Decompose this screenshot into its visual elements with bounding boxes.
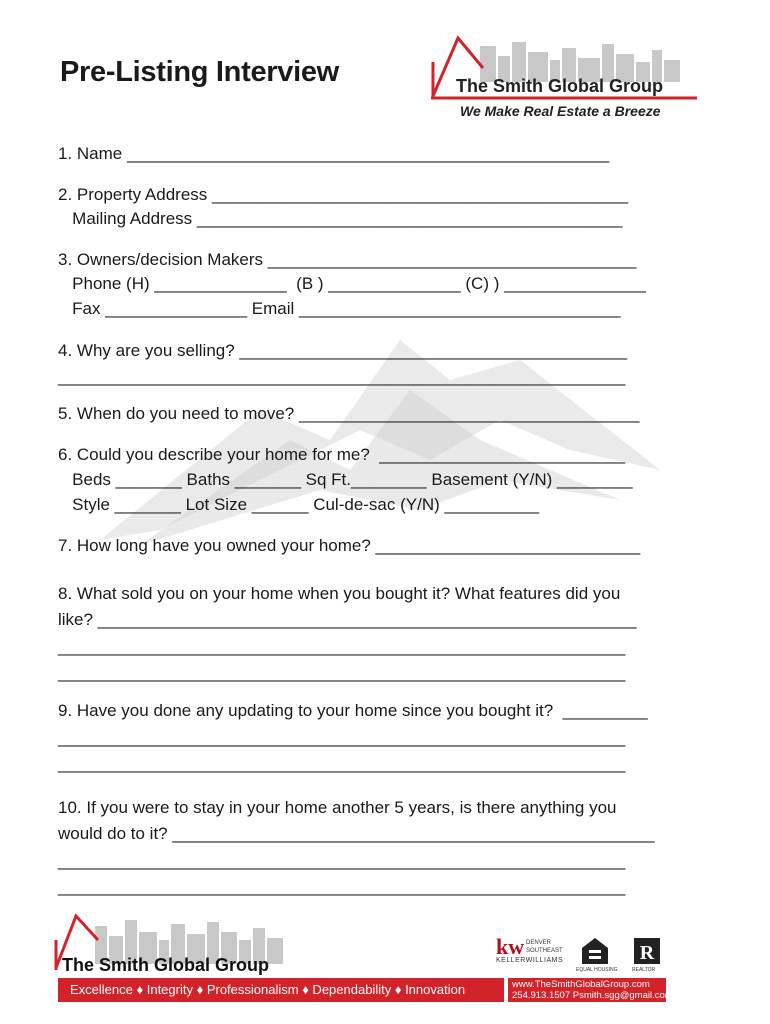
- answer-line[interactable]: ____________________________________________________________: [58, 367, 626, 386]
- question-8: 8. What sold you on your home when you bought it? What features did you: [58, 584, 621, 603]
- style-lot-field[interactable]: Style _______ Lot Size ______ Cul-de-sac (Y/N) __________: [58, 495, 540, 514]
- fax-email-field[interactable]: Fax _______________ Email __________________________________: [58, 299, 621, 318]
- owners-field[interactable]: 3. Owners/decision Makers _______________________________________: [58, 250, 637, 269]
- name-field[interactable]: 1. Name ___________________________________________________: [58, 144, 610, 163]
- footer-values: Excellence ♦ Integrity ♦ Professionalism ♦ Dependability ♦ Innovation: [70, 982, 466, 997]
- realtor-label: REALTOR: [632, 967, 656, 973]
- stay-changes-field[interactable]: would do to it? ___________________________________________________: [58, 824, 655, 843]
- contact-info[interactable]: 254.913.1507 Psmith.sgg@gmail.com: [512, 990, 673, 1001]
- answer-line[interactable]: ____________________________________________________________: [58, 637, 626, 656]
- why-selling-field[interactable]: 4. Why are you selling? _________________________________________: [58, 341, 628, 360]
- kw-logo-mark: kw: [496, 934, 525, 959]
- kw-brand-name: KELLERWILLIAMS: [496, 957, 564, 964]
- svg-text:R: R: [639, 942, 655, 964]
- property-address-field[interactable]: 2. Property Address ____________________________________________: [58, 185, 629, 204]
- mailing-address-field[interactable]: Mailing Address _____________________________________________: [58, 209, 623, 228]
- page-title: Pre-Listing Interview: [60, 56, 339, 88]
- move-date-field[interactable]: 5. When do you need to move? ____________________________________: [58, 404, 640, 423]
- updating-field[interactable]: 9. Have you done any updating to your home since you bought it? _________: [58, 701, 648, 720]
- describe-home-field[interactable]: 6. Could you describe your home for me? __________________________: [58, 445, 626, 464]
- answer-line[interactable]: ____________________________________________________________: [58, 851, 626, 870]
- kw-office-line-1: DENVER: [526, 940, 552, 946]
- equal-housing-label: EQUAL HOUSING: [576, 967, 618, 973]
- owned-duration-field[interactable]: 7. How long have you owned your home? ____________________________: [58, 536, 641, 555]
- footer-company-name: The Smith Global Group: [62, 955, 269, 975]
- kw-office-line-2: SOUTHEAST: [526, 948, 563, 954]
- beds-baths-field[interactable]: Beds _______ Baths _______ Sq Ft.________ Basement (Y/N) ________: [58, 470, 633, 489]
- website-link[interactable]: www.TheSmithGlobalGroup.com: [512, 979, 650, 990]
- features-field[interactable]: like? _________________________________________________________: [58, 610, 637, 629]
- company-name: The Smith Global Group: [456, 76, 663, 96]
- phone-field[interactable]: Phone (H) ______________ (B ) ______________ (C) ) _______________: [58, 274, 646, 293]
- answer-line[interactable]: ____________________________________________________________: [58, 754, 626, 773]
- company-tagline: We Make Real Estate a Breeze: [460, 103, 661, 119]
- answer-line[interactable]: ____________________________________________________________: [58, 877, 626, 896]
- answer-line[interactable]: ____________________________________________________________: [58, 728, 626, 747]
- question-10: 10. If you were to stay in your home another 5 years, is there anything you: [58, 798, 617, 817]
- answer-line[interactable]: ____________________________________________________________: [58, 663, 626, 682]
